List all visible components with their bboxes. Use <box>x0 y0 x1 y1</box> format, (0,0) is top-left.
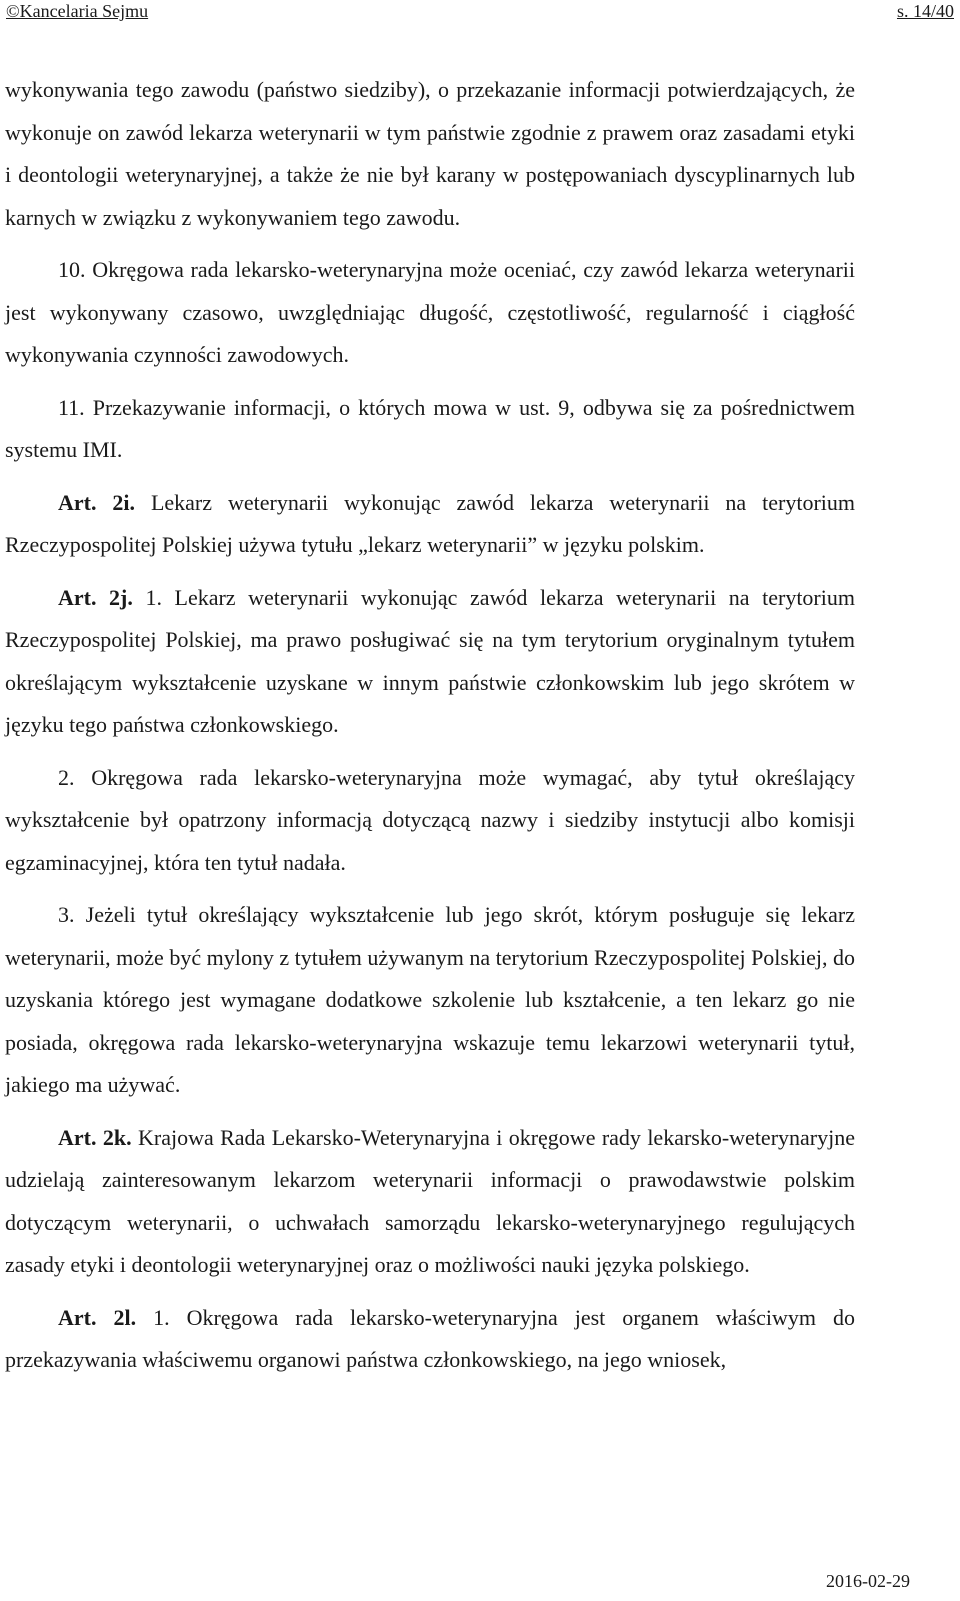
paragraph-text: 1. Lekarz weterynarii wykonując zawód lekarza weterynarii na terytorium Rzeczypospolitej Polskiej, ma prawo posługiwać się na tym terytorium oryginalnym tytułem określającym wykształcenie uzyskane w innym państwie członkowskim lub jego skrótem w języku tego państwa członkowskiego. <box>5 584 855 737</box>
paragraph-text: wykonywania tego zawodu (państwo siedziby), o przekazanie informacji potwierdzających, że wykonuje on zawód lekarza weterynarii w tym państwie zgodnie z prawem oraz zasadami etyki i deontologii weterynaryjnej, a także że nie był karany w postępowaniach dyscyplinarnych lub karnych w związku z wykonywaniem tego zawodu. <box>5 77 855 230</box>
article-number: Art. 2j. <box>58 584 133 610</box>
paragraph-text: 10. Okręgowa rada lekarsko-weterynaryjna może oceniać, czy zawód lekarza weterynarii jest wykonywany czasowo, uwzględniając długość, częstotliwość, regularność i ciągłość wykonywania czynności zawodowych. <box>5 257 855 367</box>
article-number: Art. 2i. <box>58 489 136 515</box>
paragraph-text: 2. Okręgowa rada lekarsko-weterynaryjna może wymagać, aby tytuł określający wykształcenie był opatrzony informacją dotyczącą nazwy i siedziby instytucji albo komisji egzaminacyjnej, która ten tytuł nadała. <box>5 764 855 875</box>
page-number: s. 14/40 <box>896 1 954 21</box>
page-header <box>0 0 960 24</box>
paragraph-text: 1. Okręgowa rada lekarsko-weterynaryjna jest organem właściwym do przekazywania właściwemu organowi państwa członkowskiego, na jego wniosek, <box>5 1304 855 1372</box>
paragraph-text: 11. Przekazywanie informacji, o których mowa w ust. 9, odbywa się za pośrednictwem systemu IMI. <box>5 394 855 462</box>
copyright-label: ©Kancelaria Sejmu <box>6 1 149 21</box>
article-paragraph <box>5 1297 855 1382</box>
paragraph <box>5 757 855 885</box>
article-paragraph <box>5 1117 855 1287</box>
article-number: Art. 2l. <box>58 1304 137 1330</box>
paragraph <box>5 387 855 472</box>
paragraph-text: 3. Jeżeli tytuł określający wykształcenie lub jego skrót, którym posługuje się lekarz weterynarii, może być mylony z tytułem używanym na terytorium Rzeczypospolitej Polskiej, do uzyskania którego jest wymagane dodatkowe szkolenie lub kształcenie, a ten lekarz go nie posiada, okręgowa rada lekarsko-weterynaryjna wskazuje temu lekarzowi weterynarii tytuł, jakiego ma używać. <box>5 902 855 1097</box>
footer-date: 2016-02-29 <box>826 1571 910 1591</box>
paragraph-text: Lekarz weterynarii wykonując zawód lekarza weterynarii na terytorium Rzeczypospolitej Polskiej używa tytułu „lekarz weterynarii” w języku polskim. <box>5 489 855 557</box>
paragraph <box>5 894 855 1107</box>
paragraph <box>5 249 855 377</box>
document-body <box>5 69 855 1392</box>
article-paragraph <box>5 482 855 567</box>
paragraph-text: Krajowa Rada Lekarsko-Weterynaryjna i okręgowe rady lekarsko-weterynaryjne udzielają zainteresowanym lekarzom weterynarii informacji o prawodawstwie polskim dotyczącym weterynarii, o uchwałach samorządu lekarsko-weterynaryjnego regulujących zasady etyki i deontologii weterynaryjnej oraz o możliwości nauki języka polskiego. <box>5 1124 855 1277</box>
article-paragraph <box>5 577 855 747</box>
article-number: Art. 2k. <box>58 1124 132 1150</box>
paragraph <box>5 69 855 239</box>
